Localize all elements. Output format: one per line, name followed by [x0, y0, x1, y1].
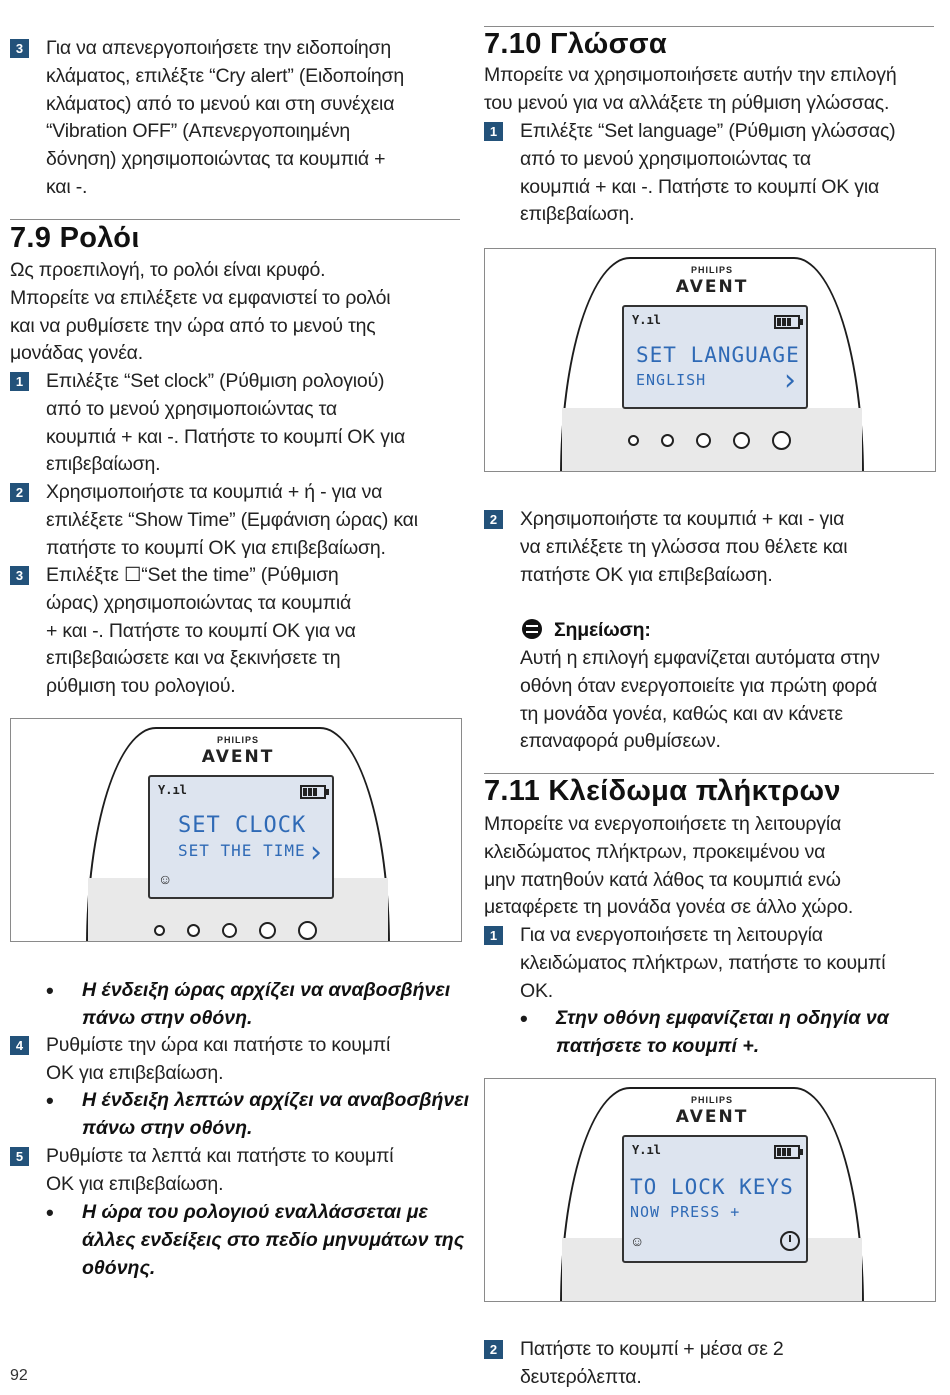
- step-text-line: OK.: [520, 979, 553, 1002]
- voice-activation-icon: ☺: [630, 1233, 645, 1249]
- note-line: οθόνη όταν ενεργοποιείτε για πρώτη φορά: [520, 674, 878, 697]
- brand-philips: PHILIPS: [690, 265, 733, 275]
- brand-avent: AVENT: [675, 277, 749, 297]
- device-button: [772, 431, 791, 450]
- step-number: 2: [10, 483, 29, 502]
- bullet-line: πατήσετε το κουμπί +.: [556, 1034, 760, 1057]
- note-icon: [522, 619, 542, 639]
- battery-icon: [774, 1145, 800, 1159]
- section-heading-key-lock: 7.11 Κλείδωμα πλήκτρων: [484, 775, 841, 807]
- intro-line: Μπορείτε να επιλέξετε να εμφανιστεί το ρολόι: [10, 286, 391, 309]
- intro-line: του μενού για να αλλάξετε τη ρύθμιση γλώσσας.: [484, 91, 890, 114]
- step-text-line: OK για επιβεβαίωση.: [46, 1061, 224, 1084]
- step-text-line: επιβεβαίωση.: [520, 203, 635, 226]
- device-button: [259, 922, 276, 939]
- step-number: 3: [10, 39, 29, 58]
- step-number: 2: [484, 510, 503, 529]
- device-button: [187, 924, 200, 937]
- step-number: 1: [484, 122, 503, 141]
- intro-line: κλειδώματος πλήκτρων, προκειμένου να: [484, 840, 826, 863]
- device-button: [628, 435, 639, 446]
- parent-unit-device: [560, 1087, 864, 1302]
- step-text-line: και -.: [46, 176, 88, 198]
- figure-set-clock: [10, 718, 462, 942]
- device-button: [661, 434, 674, 447]
- step-text-line: επιλέξετε “Show Time” (Εμφάνιση ώρας) και: [46, 508, 418, 531]
- step-text-line: OK για επιβεβαίωση.: [46, 1172, 224, 1195]
- step-text-line: Ρυθμίστε τα λεπτά και πατήστε το κουμπί: [46, 1145, 394, 1167]
- section-divider: [10, 219, 460, 220]
- bullet-line: πάνω στην οθόνη.: [82, 1116, 253, 1139]
- bullet-line: Η ένδειξη ώρας αρχίζει να αναβοσβήνει: [82, 979, 451, 1001]
- figure-set-language: [484, 248, 936, 472]
- step-number: 4: [10, 1036, 29, 1055]
- step-text-line: Επιλέξτε “Set language” (Ρύθμιση γλώσσας): [520, 120, 896, 142]
- step-text-line: επιβεβαιώσετε και να ξεκινήσετε τη: [46, 647, 341, 670]
- step-text-line: ώρας) χρησιμοποιώντας τα κουμπιά: [46, 591, 352, 614]
- signal-strength-icon: Y.ıl: [632, 313, 661, 327]
- step-text-line: ρύθμιση του ρολογιού.: [46, 675, 236, 698]
- device-button: [696, 433, 711, 448]
- step-text-line: δευτερόλεπτα.: [520, 1365, 642, 1388]
- step-text-line: δόνηση) χρησιμοποιώντας τα κουμπιά +: [46, 148, 386, 171]
- intro-line: Ως προεπιλογή, το ρολόι είναι κρυφό.: [10, 259, 326, 281]
- figure-key-lock: [484, 1078, 936, 1302]
- lcd-screen: [622, 305, 808, 409]
- bullet-line: άλλες ενδείξεις στο πεδίο μηνυμάτων της: [82, 1228, 465, 1251]
- step-text-line: Για να ενεργοποιήσετε τη λειτουργία: [520, 924, 823, 946]
- section-heading-clock: 7.9 Ρολόι: [10, 222, 140, 254]
- bullet-marker: •: [46, 978, 54, 1003]
- intro-line: Μπορείτε να χρησιμοποιήσετε αυτήν την επιλογή: [484, 64, 897, 86]
- section-heading-language: 7.10 Γλώσσα: [484, 28, 668, 60]
- brand-philips: PHILIPS: [690, 1095, 733, 1105]
- intro-line: μην πατηθούν κατά λάθος τα κουμπιά ενώ: [484, 868, 841, 891]
- page-number: 92: [10, 1367, 28, 1384]
- parent-unit-device: [560, 257, 864, 472]
- note-line: Αυτή η επιλογή εμφανίζεται αυτόματα στην: [520, 647, 880, 669]
- step-text-line: Επιλέξτε “Set clock” (Ρύθμιση ρολογιού): [46, 370, 385, 392]
- battery-icon: [300, 785, 326, 799]
- lcd-line-1: SET LANGUAGE: [636, 343, 800, 367]
- step-text-line: πατήστε το κουμπί OK για επιβεβαίωση.: [46, 536, 386, 559]
- signal-strength-icon: Y.ıl: [158, 783, 187, 797]
- step-text-line: επιβεβαίωση.: [46, 453, 161, 476]
- section-divider: [484, 773, 934, 774]
- parent-unit-device: [86, 727, 390, 942]
- lcd-line-1: TO LOCK KEYS: [630, 1175, 794, 1199]
- step-text-line: Χρησιμοποιήστε τα κουμπιά + και - για: [520, 508, 845, 530]
- lcd-line-2: SET THE TIME: [178, 841, 306, 860]
- step-text-line: από το μενού χρησιμοποιώντας τα: [520, 147, 811, 170]
- bullet-marker: •: [520, 1006, 528, 1031]
- bullet-line: οθόνης.: [82, 1256, 156, 1279]
- step-text-line: “Vibration OFF” (Απενεργοποιημένη: [46, 120, 351, 143]
- brand-avent: AVENT: [675, 1107, 749, 1127]
- section-divider: [484, 26, 934, 27]
- battery-icon: [774, 315, 800, 329]
- bullet-line: Η ώρα του ρολογιού εναλλάσσεται με: [82, 1201, 428, 1223]
- step-text-line: κουμπιά + και -. Πατήστε το κουμπί OK για: [520, 175, 880, 198]
- bullet-marker: •: [46, 1088, 54, 1113]
- lcd-line-2: ENGLISH: [636, 371, 707, 389]
- step-number: 3: [10, 566, 29, 585]
- device-button: [298, 921, 317, 940]
- device-buttons: [154, 921, 317, 940]
- step-text-line: + και -. Πατήστε το κουμπί OK για να: [46, 619, 356, 642]
- step-text-line: Ρυθμίστε την ώρα και πατήστε το κουμπί: [46, 1034, 391, 1056]
- brand-avent: AVENT: [201, 747, 275, 767]
- lcd-line-1: SET CLOCK: [178, 813, 307, 838]
- device-button: [154, 925, 165, 936]
- step-text-line: Χρησιμοποιήστε τα κουμπιά + ή - για να: [46, 481, 383, 503]
- note-line: επαναφορά ρυθμίσεων.: [520, 730, 721, 753]
- note-line: τη μονάδα γονέα, καθώς και αν κάνετε: [520, 702, 843, 725]
- bullet-line: Η ένδειξη λεπτών αρχίζει να αναβοσβήνει: [82, 1089, 470, 1111]
- step-text-line: κλάματος, επιλέξτε “Cry alert” (Ειδοποίηση: [46, 64, 404, 87]
- note-title: Σημείωση:: [554, 619, 651, 641]
- intro-line: μονάδας γονέα.: [10, 342, 143, 365]
- step-text-line: κλάματος) από το μενού και στη συνέχεια: [46, 92, 395, 115]
- step-text-line: Για να απενεργοποιήσετε την ειδοποίηση: [46, 37, 392, 59]
- lcd-screen: [622, 1135, 808, 1263]
- step-text-line: πατήστε OK για επιβεβαίωση.: [520, 563, 773, 586]
- step-number: 1: [10, 372, 29, 391]
- timer-icon: [780, 1231, 800, 1251]
- brand-philips: PHILIPS: [216, 735, 259, 745]
- step-number: 1: [484, 926, 503, 945]
- signal-strength-icon: Y.ıl: [632, 1143, 661, 1157]
- device-buttons: [628, 431, 791, 450]
- step-text-line: να επιλέξετε τη γλώσσα που θέλετε και: [520, 535, 848, 558]
- lcd-line-2: NOW PRESS +: [630, 1203, 741, 1221]
- intro-line: μεταφέρετε τη μονάδα γονέα σε άλλο χώρο.: [484, 896, 854, 919]
- device-button: [222, 923, 237, 938]
- bullet-line: πάνω στην οθόνη.: [82, 1006, 253, 1029]
- voice-activation-icon: ☺: [158, 871, 173, 887]
- step-text-line: Πατήστε το κουμπί + μέσα σε 2: [520, 1338, 784, 1360]
- bullet-line: Στην οθόνη εμφανίζεται η οδηγία να: [556, 1007, 889, 1029]
- step-text-line: κουμπιά + και -. Πατήστε το κουμπί OK για: [46, 425, 406, 448]
- device-button: [733, 432, 750, 449]
- chevron-right-icon: ›: [310, 835, 322, 870]
- bullet-marker: •: [46, 1200, 54, 1225]
- intro-line: και να ρυθμίσετε την ώρα από το μενού της: [10, 314, 376, 337]
- step-text-line: κλειδώματος πλήκτρων, πατήστε το κουμπί: [520, 951, 886, 974]
- step-text-line: από το μενού χρησιμοποιώντας τα: [46, 397, 337, 420]
- step-number: 5: [10, 1147, 29, 1166]
- lcd-screen: [148, 775, 334, 899]
- chevron-right-icon: ›: [784, 363, 796, 398]
- step-number: 2: [484, 1340, 503, 1359]
- step-text-line: Επιλέξτε ☐“Set the time” (Ρύθμιση: [46, 564, 339, 586]
- intro-line: Μπορείτε να ενεργοποιήσετε τη λειτουργία: [484, 813, 842, 835]
